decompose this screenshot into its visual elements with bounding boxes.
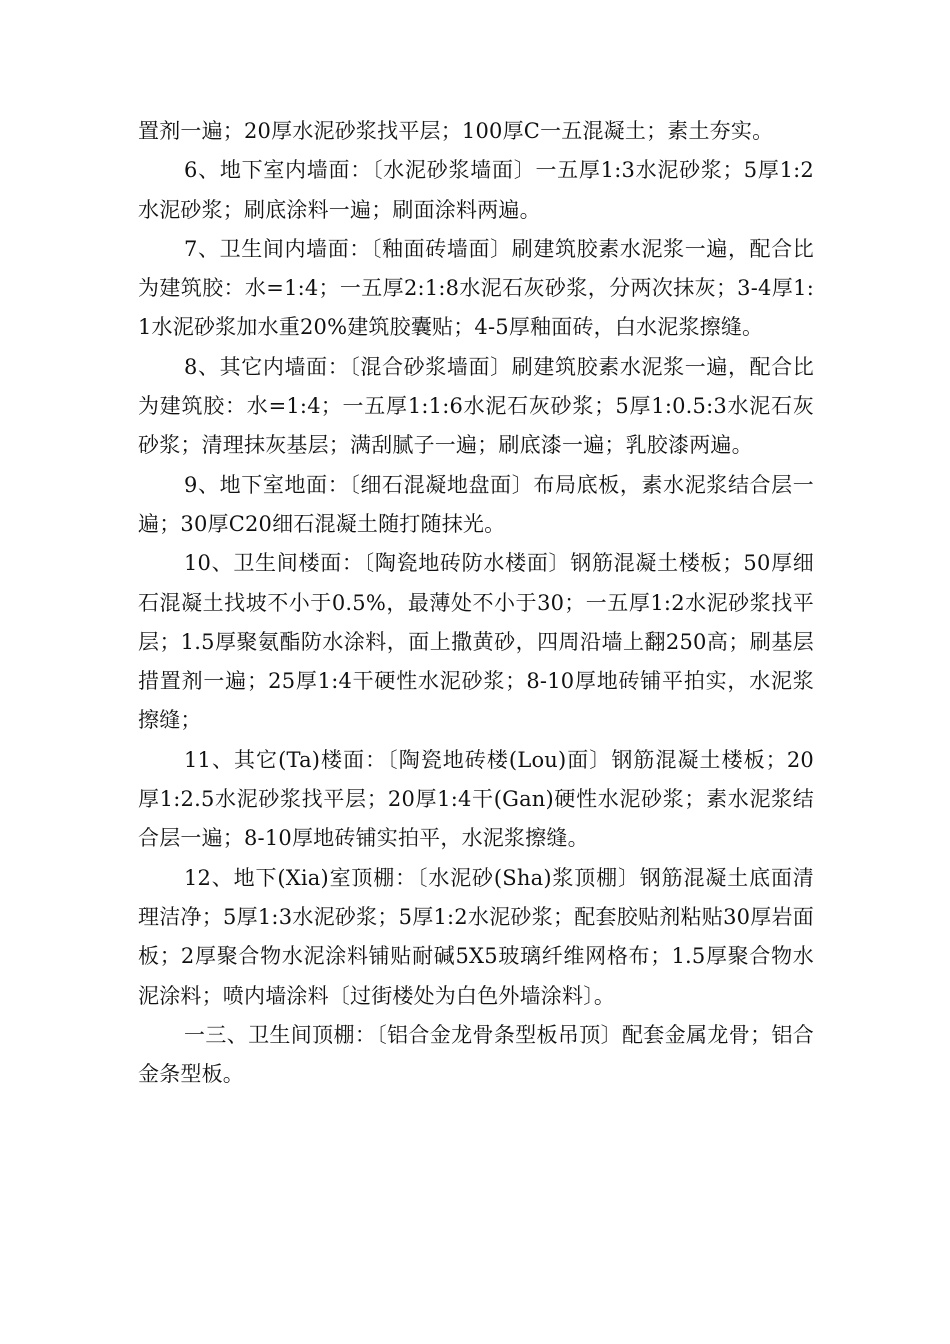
paragraph-continuation: 置剂一遍；20厚水泥砂浆找平层；100厚C一五混凝土；素土夯实。 — [138, 119, 774, 143]
paragraph-item-9: 9、地下室地面：〔细石混凝地盘面〕布局底板，素水泥浆结合层一遍；30厚C20细石混凝土随打随抹光。 — [138, 472, 814, 536]
paragraph-item-7: 7、卫生间内墙面：〔釉面砖墙面〕刷建筑胶素水泥浆一遍，配合比为建筑胶：水=1:4；一五厚2:1:8水泥石灰砂浆，分两次抹灰；3-4厚1:1水泥砂浆加水重20%建筑胶囊贴；4-5厚釉面砖，白水泥浆擦缝。 — [138, 236, 814, 340]
paragraph-item-11: 11、其它(Ta)楼面：〔陶瓷地砖楼(Lou)面〕钢筋混凝土楼板；20厚1:2.5水泥砂浆找平层；20厚1:4干(Gan)硬性水泥砂浆；素水泥浆结合层一遍；8-10厚地砖铺实拍平，水泥浆擦缝。 — [138, 747, 814, 851]
paragraph-item-8: 8、其它内墙面：〔混合砂浆墙面〕刷建筑胶素水泥浆一遍，配合比为建筑胶：水=1:4；一五厚1:1:6水泥石灰砂浆；5厚1:0.5:3水泥石灰砂浆；清理抹灰基层；满刮腻子一遍；刷底漆一遍；乳胶漆两遍。 — [138, 354, 814, 458]
document-body — [138, 112, 814, 1094]
paragraph-item-13: 一三、卫生间顶棚：〔铝合金龙骨条型板吊顶〕配套金属龙骨；铝合金条型板。 — [138, 1022, 814, 1087]
paragraph-item-10: 10、卫生间楼面：〔陶瓷地砖防水楼面〕钢筋混凝土楼板；50厚细石混凝土找坡不小于0.5%，最薄处不小于30；一五厚1:2水泥砂浆找平层；1.5厚聚氨酯防水涂料，面上撒黄砂，四周沿墙上翻250高；刷基层措置剂一遍；25厚1:4干硬性水泥砂浆；8-10厚地砖铺平拍实，水泥浆擦缝； — [138, 551, 814, 733]
paragraph-item-6: 6、地下室内墙面：〔水泥砂浆墙面〕一五厚1:3水泥砂浆；5厚1:2水泥砂浆；刷底涂料一遍；刷面涂料两遍。 — [138, 158, 814, 222]
paragraph-item-12: 12、地下(Xia)室顶棚：〔水泥砂(Sha)浆顶棚〕钢筋混凝土底面清理洁净；5厚1:3水泥砂浆；5厚1:2水泥砂浆；配套胶贴剂粘贴30厚岩面板；2厚聚合物水泥涂料铺贴耐碱5X5玻璃纤维网格布；1.5厚聚合物水泥涂料；喷内墙涂料〔过街楼处为白色外墙涂料〕。 — [138, 865, 814, 1008]
